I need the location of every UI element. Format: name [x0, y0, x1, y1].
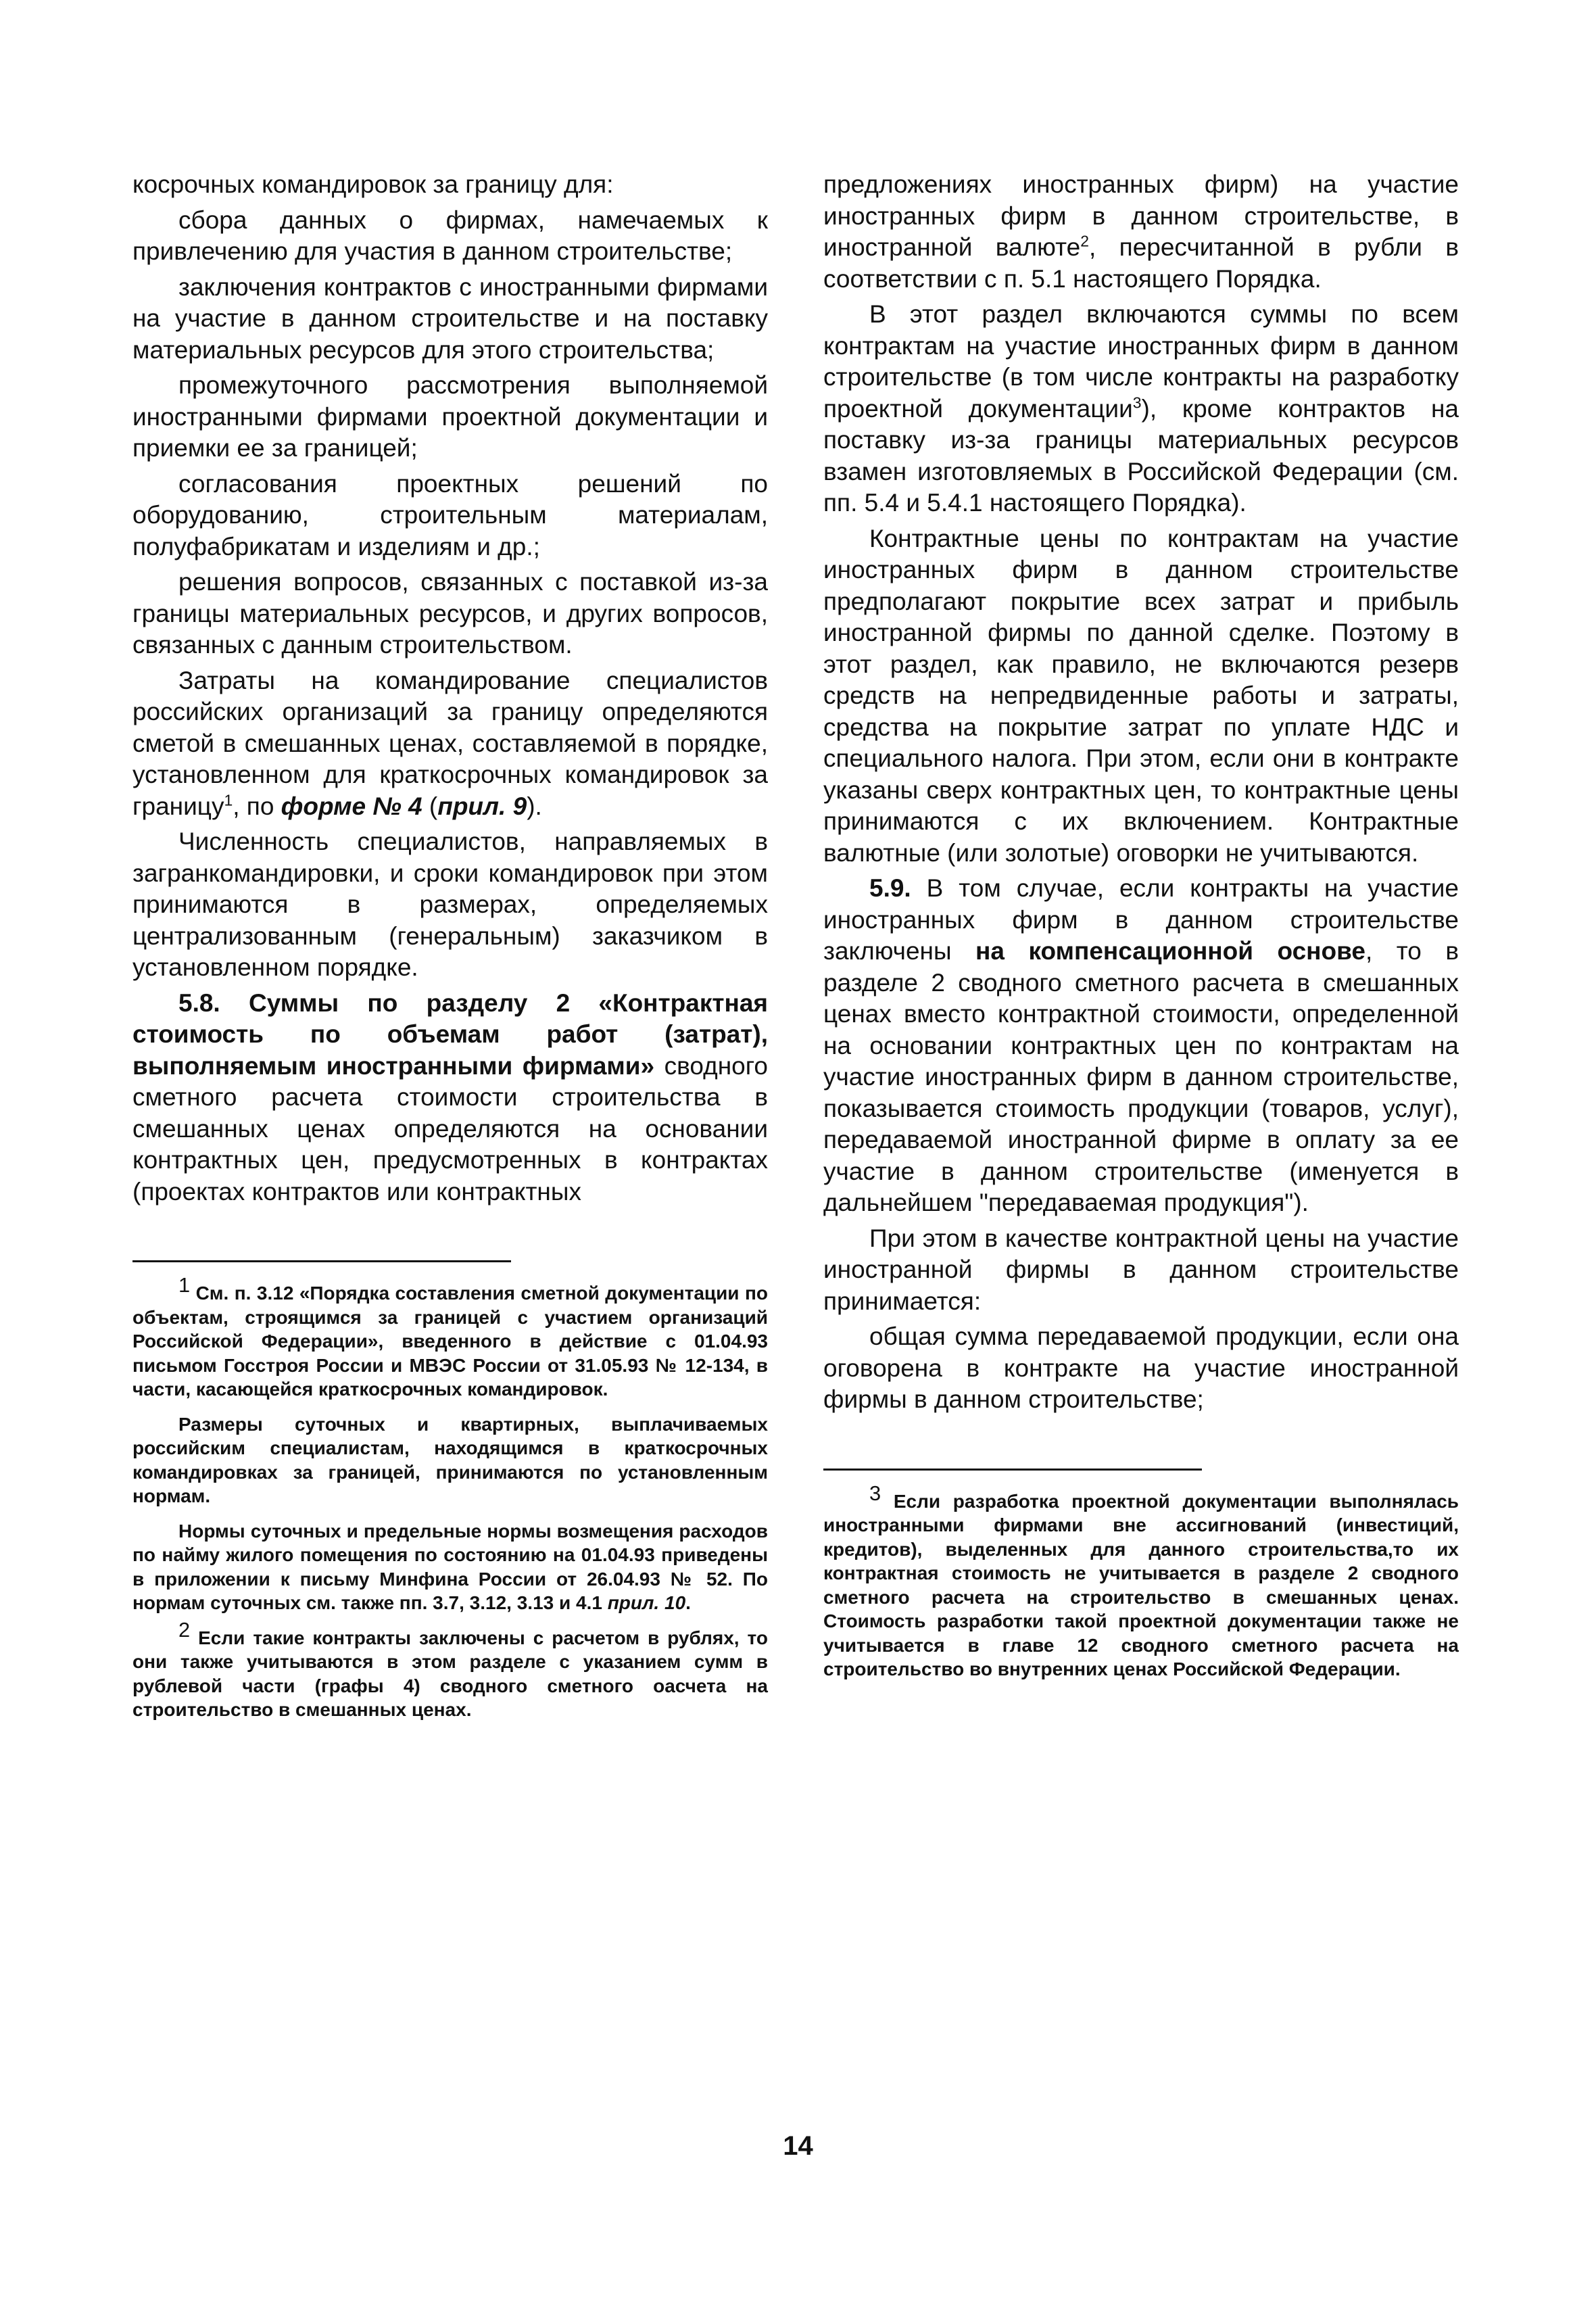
text: ).	[527, 792, 542, 820]
list-item: решения вопросов, связанных с поставкой из-за границы материальных ресурсов, и других вопросов, связанных с данным строительством.	[132, 568, 768, 659]
text: Затраты на командирование специалистов российских организаций за границу определяются сметой в смешанных ценах, составляемой в порядке, установленном для краткосрочных командировок за границу	[132, 666, 768, 820]
text: Нормы суточных и предельные нормы возмещения расходов по найму жилого помещения по состоянию на 01.04.93 приведены в приложении к письму Минфина России от 26.04.93 № 52. По нормам суточных см. также пп. 3.7, 3.12, 3.13 и 4.1	[132, 1520, 768, 1613]
footnote-2	[132, 1617, 768, 1722]
footnote-divider	[132, 1260, 511, 1262]
text: В том случае, если контракты на участие иностранных фирм в данном строительстве заключены	[823, 874, 1459, 965]
paragraph: При этом в качестве контрактной цены на участие иностранной фирмы в данном строительстве принимается:	[823, 1224, 1459, 1315]
footnote-divider	[823, 1469, 1202, 1471]
footnote-1	[132, 1273, 768, 1402]
paragraph: Контрактные цены по контрактам на участие иностранных фирм в данном строительстве предполагают покрытие всех затрат и прибыль иностранной фирмы по данной сделке. Поэтому в этот раздел, как правило, не включаются резерв средств на непредвиденные работы и затраты, средства на покрытие затрат по уплате НДС и специального налога. При этом, если они в контракте указаны сверх контрактных цен, то контрактные цены принимаются с их включением. Контрактные валютные (или золотые) оговорки не учитываются.	[823, 524, 1459, 867]
emphasis: на компенсационной основе	[975, 937, 1365, 965]
footnote-mark: 2	[178, 1617, 191, 1642]
paragraph	[132, 665, 768, 823]
list-item: сбора данных о фирмах, намечаемых к привлечению для участия в данном строительстве;	[132, 206, 768, 265]
footnotes-left	[132, 1260, 768, 1722]
form-reference: форме № 4	[281, 792, 422, 820]
text: ), кроме контрактов на поставку из-за границы материальных ресурсов взамен изготовляемых в Российской Федерации (см. пп. 5.4 и 5.4.1 настоящего Порядка).	[823, 394, 1459, 517]
footnote-ref: 1	[224, 791, 233, 809]
list-item: согласования проектных решений по оборудованию, строительным материалам, полуфабрикатам и изделиям и др.;	[132, 469, 768, 560]
text: , то в разделе 2 сводного сметного расчета в смешанных ценах вместо контрактной стоимости, определенной на основании контрактных цен по контрактам на участие иностранных фирм в данном строительстве, показывается стоимость продукции (товаров, услуг), передаваемой иностранной фирме в оплату за ее участие в данном строительстве (именуется в дальнейшем "передаваемая продукция").	[823, 937, 1459, 1216]
text: .	[685, 1592, 691, 1613]
text: Если разработка проектной документации выполнялась иностранными фирмами вне ассигнований (инвестиций, кредитов), выделенных для данного строительства,то их контрактная стоимость не учитывается в разделе 2 сводного сметного расчета на строительство в смешанных ценах. Стоимость разработки такой проектной документации также не учитывается в главе 12 сводного сметного расчета на строительство во внутренних ценах Российской Федерации.	[823, 1490, 1459, 1679]
left-column	[132, 169, 768, 1733]
section-heading: 5.8. Суммы по разделу 2 «Контрактная стоимость по объемам работ (затрат), выполняемым иностранными фирмами»	[132, 988, 768, 1080]
text: предложениях иностранных фирм) на участие иностранных фирм в данном строительстве, в иностранной валюте	[823, 170, 1459, 261]
footnote-1-cont: Размеры суточных и квартирных, выплачиваемых российским специалистам, находящимся в краткосрочных командировках за границей, принимаются по установленным нормам.	[132, 1413, 768, 1506]
list-item: промежуточного рассмотрения выполняемой иностранными фирмами проектной документации и приемки ее за границей;	[132, 371, 768, 462]
footnote-mark: 1	[178, 1273, 191, 1297]
text: , по	[233, 792, 281, 820]
annex-reference: прил. 9	[437, 792, 527, 820]
footnote-ref: 3	[1132, 393, 1142, 412]
paragraph: Численность специалистов, направляемых в загранкомандировки, и сроки командировок при этом принимаются в размерах, определяемых централизованным (генеральным) заказчиком в установленном порядке.	[132, 828, 768, 981]
section-5-9	[823, 873, 1459, 1219]
text: В этот раздел включаются суммы по всем контрактам на участие иностранных фирм в данном строительстве (в том числе контракты на разработку проектной документации	[823, 300, 1459, 423]
text: (	[422, 792, 438, 820]
annex-reference: прил. 10	[607, 1592, 686, 1613]
text: , пересчитанной в рубли в соответствии с п. 5.1 настоящего Порядка.	[823, 233, 1459, 293]
text: сводного сметного расчета стоимости строительства в смешанных ценах определяются на основании контрактных цен, предусмотренных в контрактах (проектах контрактов или контрактных	[132, 1051, 768, 1206]
text: См. п. 3.12 «Порядка составления сметной документации по объектам, строящимся за границей с участием организаций Российской Федерации», введенного в действие с 01.04.93 письмом Госстроя России и МВЭС России от 31.05.93 № 12-134, в части, касающейся краткосрочных командировок.	[132, 1283, 768, 1400]
paragraph	[823, 169, 1459, 295]
footnotes-right	[823, 1469, 1459, 1681]
list-item: общая сумма передаваемой продукции, если она оговорена в контракте на участие иностранной фирмы в данном строительстве;	[823, 1322, 1459, 1413]
footnote-1-cont	[132, 1519, 768, 1615]
text: Если такие контракты заключены с расчетом в рублях, то они также учитываются в этом разделе с указанием сумм в рублевой части (графы 4) сводного сметного оасчета на строительство в смешанных ценах.	[132, 1627, 768, 1720]
footnote-3	[823, 1481, 1459, 1681]
paragraph	[823, 299, 1459, 519]
section-number: 5.9.	[869, 874, 911, 902]
section-5-8	[132, 988, 768, 1208]
footnote-ref: 2	[1080, 232, 1089, 250]
list-item: заключения контрактов с иностранными фирмами на участие в данном строительстве и на поставку материальных ресурсов для этого строительства;	[132, 272, 768, 364]
footnote-mark: 3	[869, 1481, 881, 1505]
page-number: 14	[783, 2131, 813, 2161]
right-column	[823, 169, 1459, 1692]
paragraph: косрочных командировок за границу для:	[132, 170, 614, 198]
